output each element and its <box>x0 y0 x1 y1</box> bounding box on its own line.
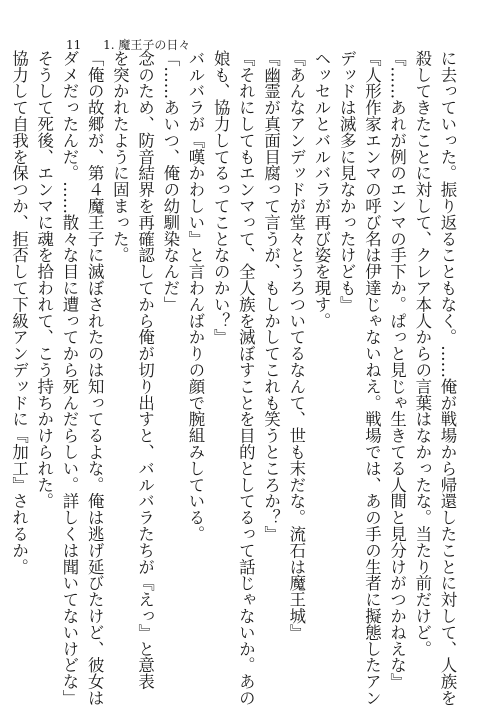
text-line: 念のため、防音結界を再確認してから俺が切り出すと、バルバラたちが『えっ』と意表 <box>135 50 155 690</box>
text-line: 『……あれが例のエンマの手下か。ぱっと見じゃ生きてる人間と見分けがつかねえな』 <box>387 50 407 690</box>
text-line: を突かれたように固まった。 <box>110 50 130 264</box>
text-line: バルバラが『嘆かわしい』と言わんばかりの顔で腕組みしている。 <box>185 50 205 542</box>
text-line: デッドは滅多に見なかったけども』 <box>337 50 357 313</box>
text-line: 『あんなアンデッドが堂々とうろついてるなんて、世も末だな。流石は魔王城』 <box>286 50 306 641</box>
body-text <box>9 50 460 706</box>
text-line: 『それにしてもエンマって、全人族を滅ぼすことを目的としてるって話じゃないか。あの <box>236 50 256 706</box>
text-line: 協力して自我を保つか、拒否して下級アンデッドに『加工』されるか。 <box>9 50 29 575</box>
text-line: 「俺の故郷が、第４魔王子に滅ぼされたのは知ってるよな。俺は逃げ延びたけど、彼女は <box>85 50 105 706</box>
text-line: ヘッセルとバルバラが再び姿を現す。 <box>311 50 331 329</box>
text-line: 『人形作家エンマの呼び名は伊達じゃないねえ。戦場では、あの手の生者に擬態したアン <box>362 50 382 706</box>
text-line: 『幽霊が真面目腐って言うが、もしかしてこれも笑うところか？』 <box>261 50 281 542</box>
text-line: 「……あいつ、俺の幼馴染なんだ」 <box>160 50 180 313</box>
page-number: 11 <box>66 38 82 52</box>
text-line: そうして死後、エンマに魂を拾われて、こう持ちかけられた。 <box>34 50 54 510</box>
chapter-title: 1. 魔王子の日々 <box>103 38 191 52</box>
text-line: ダメだったんだ。……散々な目に遭ってから死んだらしい。詳しくは聞いてないけどな」 <box>59 50 79 706</box>
text-line: 殺してきたことに対して、クレア本人からの言葉はなかったな。当たり前だけど。 <box>412 50 432 657</box>
text-line: 娘も、協力してるってことなのかい？』 <box>211 50 231 346</box>
text-line: に去っていった。振り返ることもなく。……俺が戦場から帰還したことに対して、人族を <box>438 50 457 706</box>
